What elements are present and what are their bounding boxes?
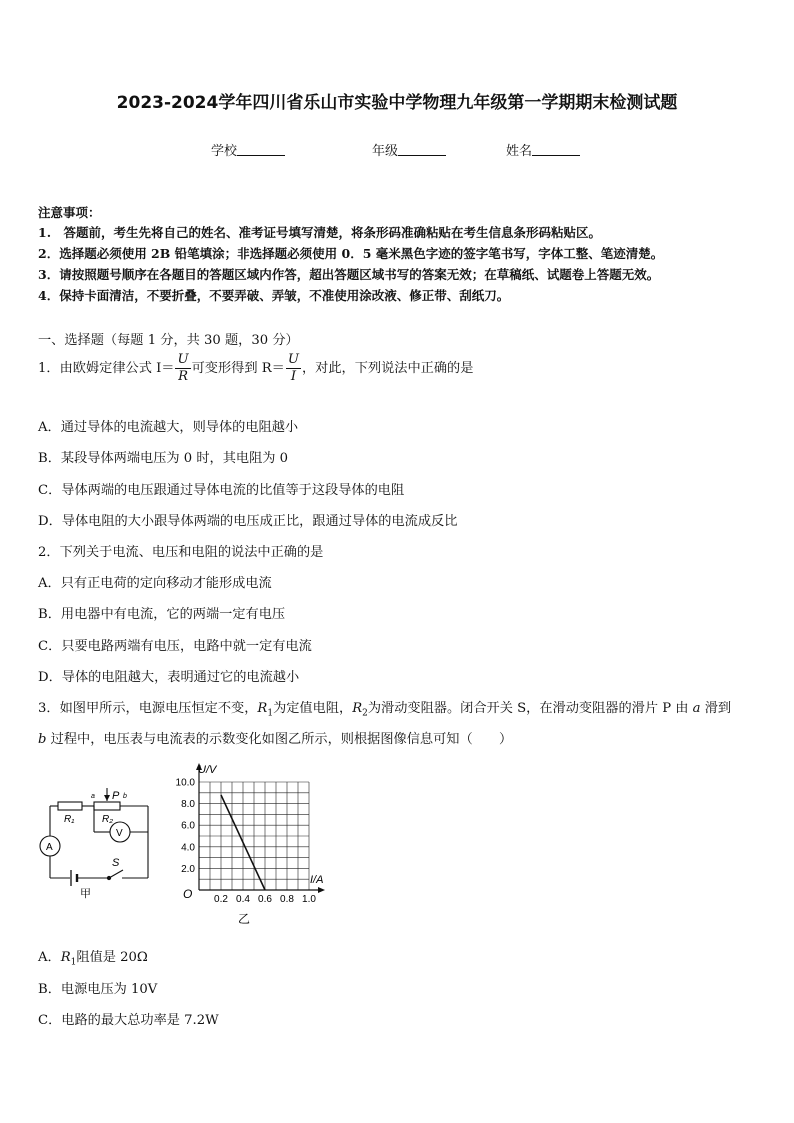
school-blank[interactable] [237, 142, 285, 156]
q1-stem-part: 1．由欧姆定律公式 I＝ [38, 361, 175, 376]
symbol-b: b [38, 732, 47, 747]
question-3-stem-line1 [38, 697, 731, 719]
notes-heading: 注意事项： [38, 205, 101, 220]
school-field[interactable] [211, 140, 285, 159]
circuit-diagram [34, 784, 154, 902]
note-item: 3．请按照题号顺序在各题目的答题区域内作答，超出答题区域书写的答案无效；在草稿纸、试题卷上答题无效。 [38, 267, 660, 282]
label-b: b [123, 793, 127, 800]
note-item: 2．选择题必须使用 2B 铅笔填涂；非选择题必须使用 0．5 毫米黑色字迹的签字笔书写，字体工整、笔迹清楚。 [38, 246, 664, 261]
q3-stem-part: 过程中，电压表与电流表的示数变化如图乙所示，则根据图像信息可知（ ） [46, 732, 513, 747]
q1-option-d[interactable]: D．导体电阻的大小跟导体两端的电压成正比，跟通过导体的电流成反比 [38, 514, 458, 529]
fraction-denominator: I [290, 369, 297, 384]
name-label: 姓名 [506, 144, 533, 159]
option-prefix: A． [38, 950, 61, 965]
fraction-denominator: R [178, 369, 189, 384]
section-heading: 一、选择题（每题 1 分，共 30 题，30 分） [38, 333, 299, 348]
q3-option-c[interactable]: C．电路的最大总功率是 7.2W [38, 1013, 219, 1028]
note-item: 4．保持卡面清洁，不要折叠，不要弄破、弄皱，不准使用涂改液、修正带、刮纸刀。 [38, 288, 510, 303]
school-label: 学校 [211, 144, 238, 159]
fraction-numerator: U [177, 352, 189, 367]
x-tick-label: 0.6 [258, 894, 272, 905]
q2-option-b[interactable]: B．用电器中有电流，它的两端一定有电压 [38, 607, 286, 622]
grade-field[interactable] [372, 140, 446, 159]
y-tick-label: 2.0 [181, 863, 195, 875]
graph-grid [199, 782, 309, 890]
y-tick-label: 4.0 [181, 842, 195, 854]
symbol-r: R [352, 701, 363, 716]
question-1-stem [38, 352, 473, 385]
graph-axes [196, 763, 325, 893]
q3-stem-part: 为滑动变阻器。闭合开关 S，在滑动变阻器的滑片 P 由 [367, 701, 693, 716]
resistor-r1 [58, 802, 82, 810]
y-tick-label: 10.0 [175, 777, 195, 789]
q3-option-b[interactable]: B．电源电压为 10V [38, 982, 158, 997]
page-title: 2023-2024学年四川省乐山市实验中学物理九年级第一学期期末检测试题 [116, 93, 678, 113]
switch-s[interactable] [109, 870, 123, 878]
name-field[interactable] [506, 140, 580, 159]
q1-stem-part: ，对此，下列说法中正确的是 [301, 361, 474, 376]
label-r1: R₁ [64, 814, 75, 825]
label-ammeter: A [46, 842, 53, 853]
note-item: 1. 答题前，考生先将自己的姓名、准考证号填写清楚，将条形码准确粘贴在考生信息条形码粘贴区。 [38, 225, 602, 240]
label-s: S [112, 857, 120, 869]
label-a: a [91, 793, 95, 800]
q3-stem-part: 3．如图甲所示，电源电压恒定不变， [38, 701, 258, 716]
question-3-stem-line2 [38, 728, 512, 747]
subscript: 1 [267, 708, 274, 719]
question-2-stem: 2．下列关于电流、电压和电阻的说法中正确的是 [38, 545, 324, 560]
label-p: P [112, 790, 120, 802]
fraction-u-over-i [286, 352, 301, 385]
q3-option-a[interactable] [38, 946, 148, 968]
u-i-graph [164, 760, 344, 930]
grade-label: 年级 [372, 144, 399, 159]
symbol-a: a [692, 701, 701, 716]
x-tick-label: 0.2 [214, 894, 228, 905]
caption-jia: 甲 [80, 888, 91, 900]
q1-option-b[interactable]: B．某段导体两端电压为 0 时，其电阻为 0 [38, 451, 289, 466]
student-info-row [0, 140, 794, 160]
y-tick-label: 6.0 [181, 820, 195, 832]
symbol-r: R [60, 950, 71, 965]
q2-option-a[interactable]: A．只有正电荷的定向移动才能形成电流 [38, 576, 272, 591]
subscript: 1 [70, 957, 77, 968]
resistor-r2 [94, 802, 120, 810]
x-tick-label: 0.8 [280, 894, 294, 905]
option-text: 阻值是 20Ω [76, 950, 148, 965]
label-r2: R₂ [102, 814, 114, 825]
fraction-u-over-r [175, 352, 190, 385]
caption-yi: 乙 [238, 912, 251, 926]
fraction-numerator: U [287, 352, 299, 367]
q3-stem-part: 滑到 [700, 701, 732, 716]
y-tick-label: 8.0 [181, 799, 195, 811]
symbol-r: R [257, 701, 268, 716]
origin-label: O [183, 887, 193, 901]
x-tick-label: 1.0 [302, 894, 316, 905]
y-axis-label: U/V [198, 764, 217, 776]
x-axis-label: I/A [310, 874, 324, 886]
q3-stem-part: 为定值电阻， [273, 701, 353, 716]
q1-stem-part: 可变形得到 R＝ [191, 361, 285, 376]
label-v: V [116, 828, 123, 839]
x-tick-label: 0.4 [236, 894, 250, 905]
grade-blank[interactable] [398, 142, 446, 156]
q1-option-c[interactable]: C．导体两端的电压跟通过导体电流的比值等于这段导体的电阻 [38, 483, 405, 498]
name-blank[interactable] [532, 142, 580, 156]
graph-ticks [176, 778, 317, 906]
x-axis-arrow [318, 887, 325, 893]
q2-option-c[interactable]: C．只要电路两端有电压，电路中就一定有电流 [38, 639, 312, 654]
subscript: 2 [362, 708, 368, 719]
q2-option-d[interactable]: D．导体的电阻越大，表明通过它的电流越小 [38, 670, 300, 685]
q1-option-a[interactable]: A．通过导体的电流越大，则导体的电阻越小 [38, 420, 299, 435]
